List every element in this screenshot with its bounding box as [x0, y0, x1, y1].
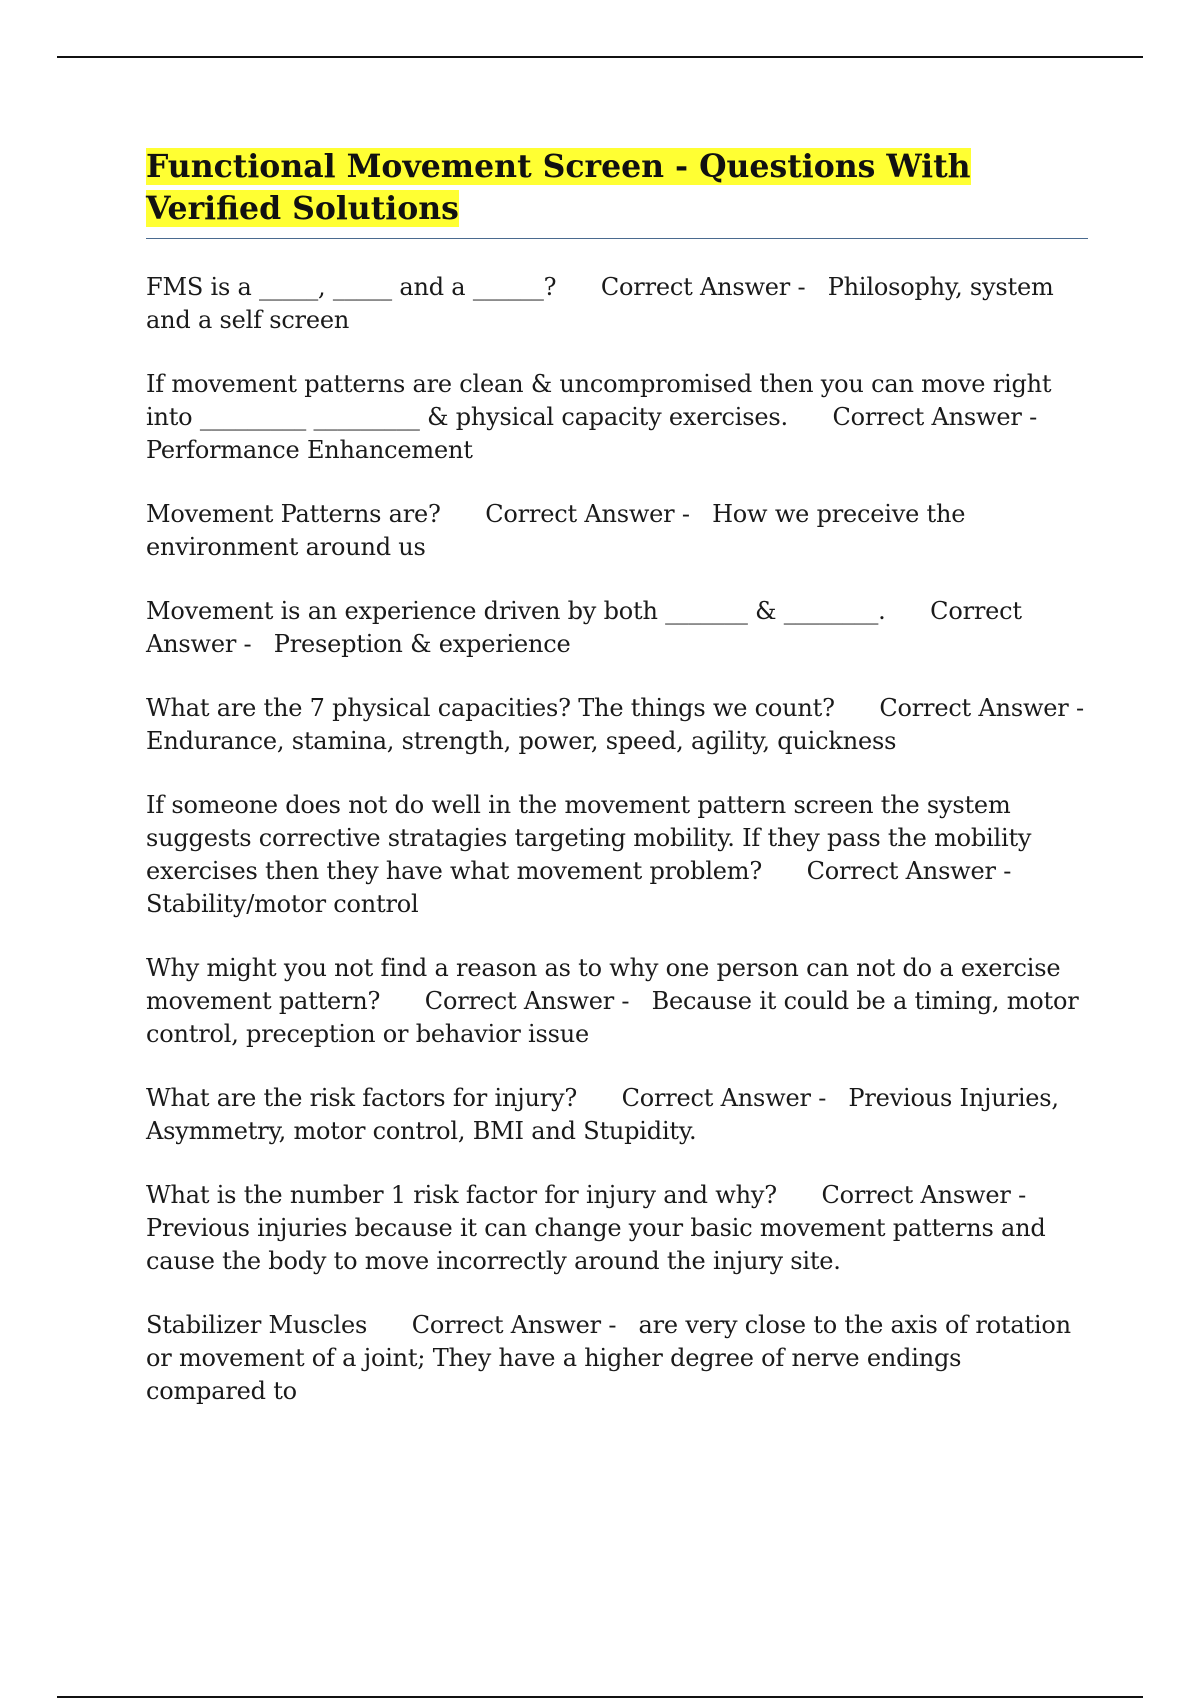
qa-item-3: Movement Patterns are? Correct Answer - How we preceive the environment around us: [146, 500, 973, 561]
qa-item-9: What is the number 1 risk factor for injury and why? Correct Answer - Previous injuries because it can change your basic movement patterns and cause the body to move incorrectly around the injury site.: [146, 1181, 1053, 1275]
qa-item-5: What are the 7 physical capacities? The things we count? Correct Answer - Endurance, stamina, strength, power, speed, agility, quickness: [146, 694, 1107, 755]
qa-item-7: Why might you not find a reason as to why one person can not do a exercise movement pattern? Correct Answer - Because it could be a timing, motor control, preception or behavior issue: [146, 954, 1086, 1048]
qa-item-4: Movement is an experience driven by both _______ & ________. Correct Answer - Preseption & experience: [146, 597, 1030, 658]
qa-item-10: Stabilizer Muscles Correct Answer - are very close to the axis of rotation or movement of a joint; They have a higher degree of nerve endings compared to: [146, 1311, 1079, 1405]
page-bottom-rule: [57, 1696, 1143, 1698]
page-top-rule: [57, 56, 1143, 58]
document-body: [146, 146, 1107, 1439]
qa-item-8: What are the risk factors for injury? Correct Answer - Previous Injuries, Asymmetry, motor control, BMI and Stupidity.: [146, 1084, 1067, 1145]
document-title-highlight: Functional Movement Screen - Questions With Verified Solutions: [146, 148, 971, 227]
title-block: [146, 146, 1088, 239]
qa-item-1: FMS is a _____, _____ and a ______? Correct Answer - Philosophy, system and a self screen: [146, 273, 1061, 334]
document-title: [146, 146, 1088, 230]
qa-item-6: If someone does not do well in the movement pattern screen the system suggests corrective stratagies targeting mobility. If they pass the mobility exercises then they have what movement problem? Correct Answer - Stability/motor control: [146, 791, 1039, 918]
qa-item-2: If movement patterns are clean & uncompromised then you can move right into _________ _________ & physical capacity exercises. Correct Answer - Performance Enhancement: [146, 370, 1060, 464]
